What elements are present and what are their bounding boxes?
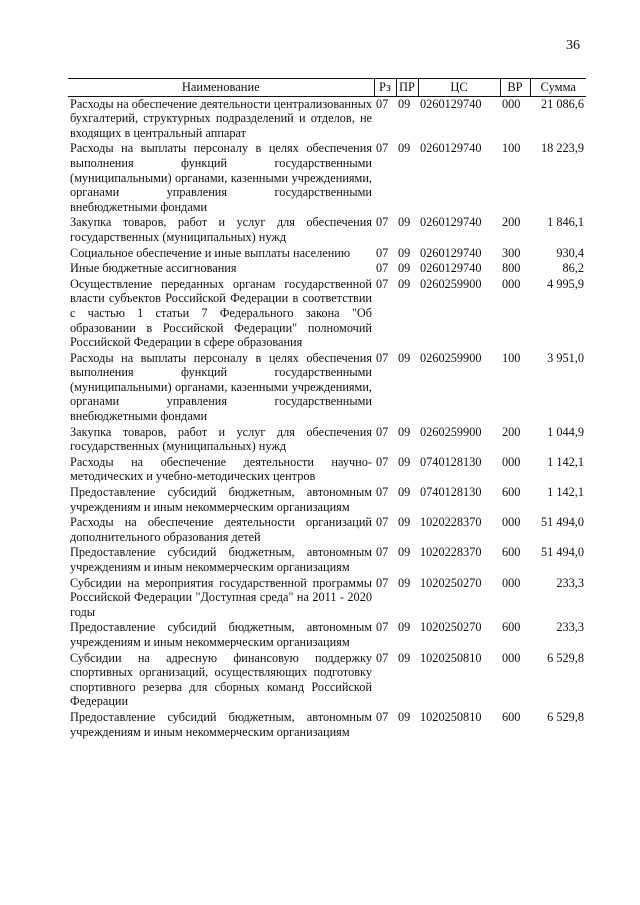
cell-name: Иные бюджетные ассигнования bbox=[70, 261, 237, 276]
cell-sum: 6 529,8 bbox=[547, 650, 584, 665]
cell-rz: 07 bbox=[376, 141, 389, 156]
cell-name: Расходы на выплаты персоналу в целях обеспечения выполнения функций государственными (муниципальными) органами, казенными учреждениями, органами управления государственными внебюджетными фондами bbox=[70, 141, 372, 214]
cell-cs: 0740128130 bbox=[420, 485, 482, 500]
cell-sum: 6 529,8 bbox=[547, 709, 584, 724]
cell-rz: 07 bbox=[376, 709, 389, 724]
table-row bbox=[68, 620, 586, 650]
cell-vr: 000 bbox=[502, 515, 521, 530]
cell-cs: 0260129740 bbox=[420, 245, 482, 260]
cell-name: Предоставление субсидий бюджетным, автономным учреждениям и иным некоммерческим организациям bbox=[70, 545, 372, 574]
cell-pr: 09 bbox=[398, 575, 411, 590]
budget-table bbox=[68, 78, 586, 740]
cell-rz: 07 bbox=[376, 245, 389, 260]
cell-rz: 07 bbox=[376, 620, 389, 635]
table-row bbox=[68, 425, 586, 455]
cell-cs: 1020228370 bbox=[420, 515, 482, 530]
cell-sum: 1 846,1 bbox=[547, 215, 584, 230]
cell-sum: 1 044,9 bbox=[547, 424, 584, 439]
cell-name: Расходы на обеспечение деятельности централизованных бухгалтерий, структурных подразделений и отделов, не входящих в центральный аппарат bbox=[70, 96, 372, 140]
cell-cs: 1020250270 bbox=[420, 620, 482, 635]
cell-vr: 600 bbox=[502, 620, 521, 635]
cell-pr: 09 bbox=[398, 620, 411, 635]
cell-vr: 000 bbox=[502, 454, 521, 469]
cell-name: Расходы на обеспечение деятельности организаций дополнительного образования детей bbox=[70, 515, 372, 544]
cell-pr: 09 bbox=[398, 245, 411, 260]
cell-cs: 0740128130 bbox=[420, 454, 482, 469]
table-row bbox=[68, 485, 586, 515]
cell-cs: 0260129740 bbox=[420, 141, 482, 156]
page-number: 36 bbox=[566, 38, 580, 53]
cell-sum: 86,2 bbox=[562, 261, 584, 276]
table-body bbox=[68, 96, 586, 740]
cell-vr: 600 bbox=[502, 545, 521, 560]
cell-vr: 000 bbox=[502, 575, 521, 590]
cell-sum: 3 951,0 bbox=[547, 350, 584, 365]
header-pr: ПР bbox=[396, 79, 418, 97]
table-row bbox=[68, 277, 586, 351]
cell-name: Предоставление субсидий бюджетным, автономным учреждениям и иным некоммерческим организациям bbox=[70, 709, 372, 739]
cell-name: Субсидии на адресную финансовую поддержку спортивных организаций, осуществляющих подготовку спортивного резерва для сборных команд Российской Федерации bbox=[70, 650, 372, 709]
table-row bbox=[68, 351, 586, 425]
header-cs: ЦС bbox=[418, 79, 500, 97]
cell-cs: 1020250270 bbox=[420, 575, 482, 590]
header-row bbox=[68, 79, 586, 97]
cell-rz: 07 bbox=[376, 515, 389, 530]
cell-cs: 0260129740 bbox=[420, 96, 482, 111]
cell-pr: 09 bbox=[398, 545, 411, 560]
cell-sum: 51 494,0 bbox=[540, 515, 584, 530]
cell-cs: 1020250810 bbox=[420, 709, 482, 724]
cell-cs: 1020228370 bbox=[420, 545, 482, 560]
cell-vr: 600 bbox=[502, 485, 521, 500]
cell-name: Закупка товаров, работ и услуг для обеспечения государственных (муниципальных) нужд bbox=[70, 424, 372, 454]
cell-rz: 07 bbox=[376, 96, 389, 111]
cell-sum: 51 494,0 bbox=[540, 545, 584, 560]
cell-vr: 300 bbox=[502, 245, 521, 260]
table-row bbox=[68, 261, 586, 277]
header-sum: Сумма bbox=[530, 79, 586, 97]
header-vr: ВР bbox=[500, 79, 530, 97]
table-row bbox=[68, 545, 586, 575]
cell-vr: 000 bbox=[502, 96, 521, 111]
cell-vr: 100 bbox=[502, 350, 521, 365]
cell-name: Социальное обеспечение и иные выплаты населению bbox=[70, 245, 351, 260]
cell-vr: 200 bbox=[502, 424, 521, 439]
table-row bbox=[68, 215, 586, 245]
cell-cs: 0260259900 bbox=[420, 350, 482, 365]
header-name: Наименование bbox=[68, 79, 374, 97]
cell-rz: 07 bbox=[376, 261, 389, 276]
cell-name: Расходы на обеспечение деятельности научно-методических и учебно-методических центров bbox=[70, 454, 372, 484]
cell-name: Предоставление субсидий бюджетным, автономным учреждениям и иным некоммерческим организациям bbox=[70, 485, 372, 514]
cell-pr: 09 bbox=[398, 350, 411, 365]
cell-sum: 233,3 bbox=[556, 620, 584, 635]
table-row bbox=[68, 141, 586, 215]
table-row bbox=[68, 246, 586, 262]
cell-rz: 07 bbox=[376, 215, 389, 230]
cell-rz: 07 bbox=[376, 424, 389, 439]
cell-sum: 1 142,1 bbox=[547, 454, 584, 469]
cell-rz: 07 bbox=[376, 276, 389, 291]
cell-pr: 09 bbox=[398, 515, 411, 530]
cell-pr: 09 bbox=[398, 96, 411, 111]
cell-rz: 07 bbox=[376, 454, 389, 469]
cell-cs: 0260259900 bbox=[420, 424, 482, 439]
cell-name: Предоставление субсидий бюджетным, автономным учреждениям и иным некоммерческим организациям bbox=[70, 620, 372, 649]
cell-vr: 200 bbox=[502, 215, 521, 230]
cell-pr: 09 bbox=[398, 261, 411, 276]
cell-vr: 600 bbox=[502, 709, 521, 724]
cell-sum: 930,4 bbox=[556, 245, 584, 260]
cell-sum: 21 086,6 bbox=[540, 96, 584, 111]
cell-cs: 1020250810 bbox=[420, 650, 482, 665]
table-header bbox=[68, 79, 586, 97]
cell-pr: 09 bbox=[398, 709, 411, 724]
cell-vr: 800 bbox=[502, 261, 521, 276]
cell-vr: 100 bbox=[502, 141, 521, 156]
cell-vr: 000 bbox=[502, 276, 521, 291]
cell-pr: 09 bbox=[398, 215, 411, 230]
header-rz: Рз bbox=[374, 79, 396, 97]
table-row bbox=[68, 96, 586, 141]
cell-pr: 09 bbox=[398, 424, 411, 439]
table-row bbox=[68, 455, 586, 485]
cell-pr: 09 bbox=[398, 485, 411, 500]
cell-name: Закупка товаров, работ и услуг для обеспечения государственных (муниципальных) нужд bbox=[70, 215, 372, 244]
cell-rz: 07 bbox=[376, 575, 389, 590]
cell-rz: 07 bbox=[376, 545, 389, 560]
cell-cs: 0260129740 bbox=[420, 261, 482, 276]
table-row bbox=[68, 576, 586, 621]
cell-vr: 000 bbox=[502, 650, 521, 665]
cell-sum: 233,3 bbox=[556, 575, 584, 590]
cell-pr: 09 bbox=[398, 650, 411, 665]
cell-sum: 4 995,9 bbox=[547, 276, 584, 291]
cell-pr: 09 bbox=[398, 276, 411, 291]
cell-rz: 07 bbox=[376, 650, 389, 665]
cell-rz: 07 bbox=[376, 350, 389, 365]
cell-name: Осуществление переданных органам государственной власти субъектов Российской Федерации в соответствии с частью 1 статьи 7 Федерального закона "Об образовании в Российской Федерации" полномочий Российской Федерации в сфере образования bbox=[70, 276, 372, 350]
cell-pr: 09 bbox=[398, 141, 411, 156]
cell-rz: 07 bbox=[376, 485, 389, 500]
table-row bbox=[68, 710, 586, 740]
cell-sum: 18 223,9 bbox=[540, 141, 584, 156]
cell-sum: 1 142,1 bbox=[547, 485, 584, 500]
cell-name: Субсидии на мероприятия государственной программы Российской Федерации "Доступная среда" на 2011 - 2020 годы bbox=[70, 575, 372, 619]
cell-cs: 0260259900 bbox=[420, 276, 482, 291]
cell-name: Расходы на выплаты персоналу в целях обеспечения выполнения функций государственными (муниципальными) органами, казенными учреждениями, органами управления государственными внебюджетными фондами bbox=[70, 350, 372, 424]
table-row bbox=[68, 651, 586, 710]
cell-cs: 0260129740 bbox=[420, 215, 482, 230]
cell-pr: 09 bbox=[398, 454, 411, 469]
table-row bbox=[68, 515, 586, 545]
